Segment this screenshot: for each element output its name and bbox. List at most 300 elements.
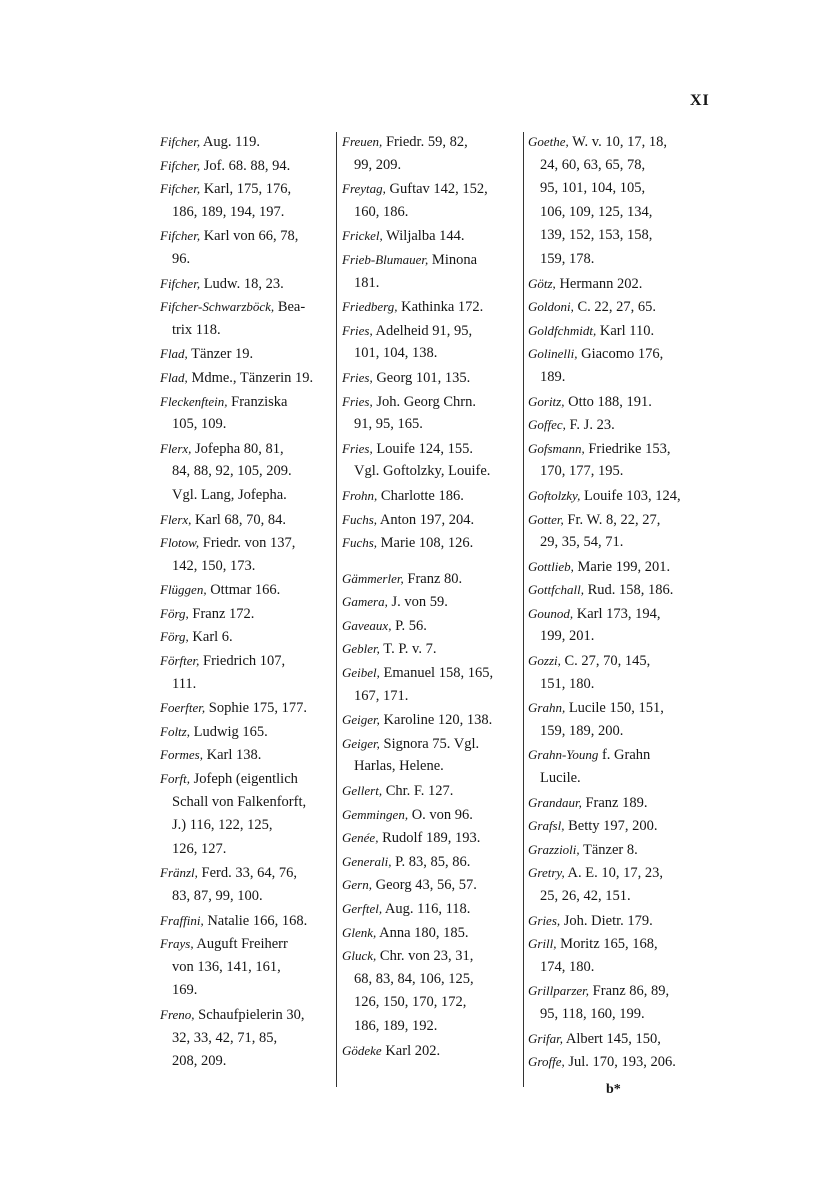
index-entry-line (160, 932, 332, 956)
index-entry-line (160, 460, 332, 484)
entry-text: Tänzer 8. (579, 841, 638, 858)
index-entry-line (160, 814, 332, 838)
index-entry-line (528, 791, 710, 815)
entry-text: Ludw. 18, 23. (200, 275, 284, 292)
entry-text: Friedr. 59, 82, (382, 134, 468, 150)
entry-text: 83, 87, 99, 100. (172, 888, 263, 904)
index-entry-line (342, 614, 522, 638)
index-entry-line (528, 177, 710, 201)
entry-text: Schaufpielerin 30, (194, 1006, 305, 1023)
entry-text: Franz 80. (403, 570, 463, 587)
entry-text: Karl 68, 70, 84. (191, 511, 287, 528)
entry-name: Freytag, (342, 181, 386, 197)
index-entry-line (342, 685, 522, 709)
index-entry-line (342, 803, 522, 827)
entry-name: Goritz, (528, 393, 565, 409)
index-entry-line (528, 413, 710, 437)
index-entry-line (528, 743, 710, 767)
index-entry-line (160, 484, 332, 508)
entry-name: Frohn, (342, 487, 378, 503)
index-entry-line (160, 224, 332, 248)
entry-text: A. E. 10, 17, 23, (564, 865, 663, 882)
index-entry-line (160, 720, 332, 744)
index-entry-line (528, 1050, 710, 1074)
entry-name: Flüggen, (160, 582, 207, 598)
index-entry-line (160, 508, 332, 532)
entry-text: 159, 189, 200. (540, 722, 624, 739)
entry-name: Geibel, (342, 665, 380, 681)
entry-text: Auguft Freiherr (193, 936, 288, 953)
entry-text: C. 27, 70, 145, (560, 653, 651, 670)
index-entry-line (342, 590, 522, 614)
entry-text: Betty 197, 200. (564, 818, 658, 835)
entry-text: Friedr. von 137, (199, 535, 296, 552)
entry-text: Jofepha 80, 81, (191, 440, 284, 457)
entry-name: Foltz, (160, 723, 190, 739)
index-entry-line (160, 578, 332, 602)
index-entry-line (342, 567, 522, 591)
index-entry-line (160, 767, 332, 791)
index-entry-line (342, 177, 522, 201)
entry-name: Genée, (342, 830, 379, 846)
index-entry-line (342, 921, 522, 945)
index-entry-line (342, 366, 522, 390)
entry-text: Friedrich 107, (199, 653, 286, 670)
index-entry-line (160, 838, 332, 862)
index-entry-line (342, 508, 522, 532)
entry-name: Fraffini, (160, 912, 204, 928)
index-entry-line (342, 897, 522, 921)
index-entry-line (528, 861, 710, 885)
entry-name: Gämmerler, (342, 570, 404, 586)
entry-text: Sophie 175, 177. (205, 700, 308, 717)
entry-name: Gern, (342, 877, 372, 893)
entry-name: Gries, (528, 912, 561, 928)
entry-text: Karoline 120, 138. (379, 712, 493, 729)
index-entry-line (528, 224, 710, 248)
entry-name: Fleckenftein, (160, 393, 228, 409)
entry-text: Adelheid 91, 95, (372, 322, 473, 339)
entry-name: Flerx, (160, 440, 192, 456)
entry-name: Glenk, (342, 924, 377, 940)
entry-text: F. J. 23. (565, 417, 615, 434)
index-entry-line (160, 1027, 332, 1051)
index-entry-line (528, 390, 710, 414)
entry-name: Fuchs, (342, 511, 378, 527)
entry-name: Goftolzky, (528, 487, 581, 503)
entry-text: 95, 101, 104, 105, (540, 180, 646, 197)
entry-name: Fries, (342, 393, 373, 409)
entry-text: Karl 6. (188, 629, 233, 646)
index-entry-line (342, 484, 522, 508)
entry-name: Grillparzer, (528, 983, 590, 999)
entry-name: Gounod, (528, 605, 574, 621)
index-entry-line (528, 1027, 710, 1051)
entry-text: Bea- (274, 299, 306, 316)
entry-text: Louife 103, 124, (580, 487, 681, 504)
entry-name: Friedberg, (342, 299, 398, 315)
entry-text: Kathinka 172. (397, 299, 484, 316)
entry-text: 186, 189, 194, 197. (172, 203, 285, 220)
index-entry-line (528, 932, 710, 956)
index-entry-line (342, 779, 522, 803)
index-entry-line (342, 661, 522, 685)
entry-name: Fifcher, (160, 228, 201, 244)
entry-name: Gotter, (528, 511, 564, 527)
entry-name: Fuchs, (342, 535, 378, 551)
entry-name: Gretry, (528, 865, 565, 881)
entry-text: 189. (540, 368, 566, 385)
entry-text: T. P. v. 7. (379, 641, 437, 658)
index-entry-line (160, 366, 332, 390)
entry-text: 91, 95, 165. (354, 416, 423, 433)
entry-text: Otto 188, 191. (564, 393, 652, 410)
index-entry-line (528, 201, 710, 225)
index-entry-line (528, 130, 710, 154)
entry-text: Mdme., Tänzerin 19. (187, 369, 314, 386)
entry-text: Georg 101, 135. (372, 369, 471, 386)
index-entry-line (528, 555, 710, 579)
index-entry-line (342, 319, 522, 343)
entry-name: Goethe, (528, 134, 569, 149)
index-entry-line (342, 342, 522, 366)
entry-text: Karl 173, 194, (573, 605, 661, 622)
index-entry-line (160, 743, 332, 767)
entry-name: Gödeke (342, 1042, 382, 1058)
index-entry-line (528, 342, 710, 366)
entry-text: 208, 209. (172, 1053, 227, 1070)
index-entry-line (528, 696, 710, 720)
entry-text: Friedrike 153, (584, 440, 671, 457)
index-entry-line (528, 602, 710, 626)
entry-text: Vgl. Lang, Jofepha. (172, 486, 287, 503)
entry-text: Anna 180, 185. (376, 924, 469, 941)
entry-name: Gofsmann, (528, 440, 585, 456)
entry-name: Flerx, (160, 511, 192, 527)
entry-name: Gluck, (342, 948, 377, 964)
entry-name: Grazzioli, (528, 841, 580, 857)
entry-text: 101, 104, 138. (354, 345, 438, 362)
entry-text: Lucile 150, 151, (565, 700, 664, 717)
entry-text: Ludwig 165. (189, 723, 268, 740)
index-entry-line (342, 1039, 522, 1063)
entry-text: 99, 209. (354, 156, 402, 173)
entry-text: Ottmar 166. (206, 582, 281, 599)
entry-text: 96. (172, 250, 191, 267)
entry-text: 174, 180. (540, 958, 595, 975)
entry-name: Goldfchmidt, (528, 322, 597, 338)
entry-text: Franz 86, 89, (589, 983, 670, 1000)
entry-text: 167, 171. (354, 687, 409, 704)
entry-text: 151, 180. (540, 675, 595, 692)
index-entry-line (342, 154, 522, 178)
entry-text: Marie 199, 201. (573, 558, 671, 575)
index-entry-line (528, 767, 710, 791)
index-entry-line (528, 460, 710, 484)
index-entry-line (342, 224, 522, 248)
entry-text: Rud. 158, 186. (583, 582, 674, 599)
entry-text: 106, 109, 125, 134, (540, 203, 653, 220)
index-entry-line (160, 909, 332, 933)
entry-text: Ferd. 33, 64, 76, (197, 865, 298, 882)
entry-name: Gemmingen, (342, 806, 409, 822)
entry-text: 105, 109. (172, 416, 227, 433)
entry-name: Flotow, (160, 535, 200, 551)
entry-text: Chr. von 23, 31, (376, 948, 474, 965)
entry-name: Grill, (528, 936, 557, 952)
entry-text: Jul. 170, 193, 206. (564, 1054, 676, 1071)
entry-name: Fränzl, (160, 865, 198, 881)
entry-text: Joh. Dietr. 179. (560, 912, 653, 929)
index-entry-line (160, 177, 332, 201)
entry-text: Jofeph (eigentlich (189, 771, 298, 788)
entry-text: trix 118. (172, 321, 221, 338)
entry-text: Tänzer 19. (187, 346, 254, 363)
entry-text: Karl 138. (202, 747, 262, 764)
index-entry-line (342, 944, 522, 968)
entry-text: 186, 189, 192. (354, 1017, 438, 1034)
entry-name: Grahn, (528, 700, 566, 716)
entry-name: Fifcher, (160, 181, 201, 197)
entry-name: Fifcher, (160, 275, 201, 291)
entry-text: 32, 33, 42, 71, 85, (172, 1029, 278, 1046)
index-entry-line (528, 531, 710, 555)
entry-name: Förg, (160, 629, 189, 645)
index-entry-line (342, 732, 522, 756)
entry-text: Karl 202. (381, 1042, 441, 1059)
entry-name: Grandaur, (528, 794, 582, 810)
index-entry-line (342, 531, 522, 555)
index-entry-line (160, 248, 332, 272)
index-entry-line (528, 673, 710, 697)
entry-text: Harlas, Helene. (354, 758, 444, 775)
entry-name: Flad, (160, 369, 188, 385)
entry-name: Goldoni, (528, 299, 574, 315)
entry-name: Goffec, (528, 417, 566, 433)
index-entry-line (342, 272, 522, 296)
entry-text: Guftav 142, 152, (385, 181, 488, 198)
entry-name: Frays, (160, 936, 194, 952)
entry-text: Anton 197, 204. (377, 511, 475, 528)
entry-name: Fries, (342, 322, 373, 338)
column-rule-2 (523, 132, 524, 1087)
index-entry-line (160, 649, 332, 673)
index-entry-line (160, 673, 332, 697)
entry-name: Flad, (160, 346, 188, 362)
entry-name: Grifar, (528, 1030, 564, 1046)
entry-text: 139, 152, 153, 158, (540, 227, 653, 244)
entry-text: P. 56. (391, 617, 427, 634)
entry-text: Giacomo 176, (577, 346, 664, 363)
index-entry-line (342, 850, 522, 874)
index-entry-line (160, 272, 332, 296)
entry-text: W. v. 10, 17, 18, (568, 134, 667, 150)
index-entry-line (528, 272, 710, 296)
entry-text: 68, 83, 84, 106, 125, (354, 970, 474, 987)
index-entry-line (342, 201, 522, 225)
index-entry-line (528, 508, 710, 532)
index-entry-line (528, 366, 710, 390)
index-entry-line (342, 991, 522, 1015)
entry-text: Vgl. Goftolzky, Louife. (354, 463, 491, 480)
entry-text: J. von 59. (387, 594, 448, 611)
index-entry-line (528, 909, 710, 933)
index-entry-line (342, 413, 522, 437)
entry-text: 111. (172, 675, 197, 692)
entry-text: 29, 35, 54, 71. (540, 534, 624, 551)
index-entry-line (528, 720, 710, 744)
entry-name: Förfter, (160, 653, 200, 669)
entry-text: Rudolf 189, 193. (378, 830, 481, 847)
index-entry-line (160, 413, 332, 437)
index-entry-line (342, 437, 522, 461)
entry-name: Frickel, (342, 228, 383, 244)
index-entry-line (160, 437, 332, 461)
entry-text: Lucile. (540, 770, 581, 787)
index-entry-line (160, 885, 332, 909)
index-entry-line (160, 791, 332, 815)
entry-text: Wiljalba 144. (382, 228, 465, 245)
entry-name: Förg, (160, 605, 189, 621)
entry-text: Aug. 116, 118. (382, 901, 471, 917)
entry-name: Frieb-Blumauer, (342, 251, 429, 267)
entry-text: Charlotte 186. (377, 487, 464, 504)
entry-text: 25, 26, 42, 151. (540, 888, 631, 904)
index-entry-line (342, 637, 522, 661)
entry-text: Georg 43, 56, 57. (371, 877, 477, 894)
index-entry-line (160, 625, 332, 649)
index-entry-line (528, 649, 710, 673)
entry-name: Gottfchall, (528, 582, 584, 598)
entry-name: Gamera, (342, 594, 388, 610)
entry-name: Gerftel, (342, 901, 383, 916)
entry-text: Aug. 119. (200, 134, 260, 150)
index-entry-line (160, 319, 332, 343)
index-entry-line (528, 248, 710, 272)
entry-text: 126, 127. (172, 840, 227, 857)
entry-name: Generali, (342, 853, 392, 869)
index-entry-line (342, 826, 522, 850)
index-entry-line (528, 625, 710, 649)
index-entry-line (160, 342, 332, 366)
entry-text: 84, 88, 92, 105, 209. (172, 463, 292, 480)
index-entry-line (528, 814, 710, 838)
index-entry-line (528, 1003, 710, 1027)
index-entry-line (160, 1050, 332, 1074)
entry-text: Franz 189. (581, 794, 648, 811)
index-entry-line (160, 154, 332, 178)
entry-text: 181. (354, 274, 380, 291)
index-entry-line (528, 956, 710, 980)
entry-text: 169. (172, 982, 198, 999)
entry-name: Groffe, (528, 1054, 565, 1070)
index-column-1 (160, 130, 332, 1074)
entry-name: Grahn-Young (528, 747, 599, 763)
entry-name: Gebler, (342, 641, 380, 657)
entry-name: Fifcher, (160, 134, 201, 149)
index-entry-line (528, 578, 710, 602)
entry-text: Moritz 165, 168, (556, 936, 658, 953)
index-entry-line (160, 555, 332, 579)
index-entry-line (528, 979, 710, 1003)
index-entry-line (342, 968, 522, 992)
entry-text: f. Grahn (598, 747, 651, 764)
index-entry-line (342, 390, 522, 414)
index-entry-line (342, 248, 522, 272)
index-column-2 (342, 130, 522, 1062)
index-entry-line (160, 979, 332, 1003)
index-entry-line (160, 696, 332, 720)
index-entry-line (528, 885, 710, 909)
entry-name: Götz, (528, 275, 556, 291)
index-entry-line (342, 130, 522, 154)
column-rule-1 (336, 132, 337, 1087)
index-entry-line (342, 1015, 522, 1039)
index-entry-line (160, 531, 332, 555)
index-entry-line (528, 295, 710, 319)
entry-text: Schall von Falkenforft, (172, 793, 307, 810)
entry-text: Signora 75. Vgl. (379, 735, 480, 752)
entry-name: Fries, (342, 440, 373, 456)
index-entry-line (342, 755, 522, 779)
entry-text: J.) 116, 122, 125, (172, 817, 273, 834)
index-entry-line (528, 319, 710, 343)
index-entry-line (160, 201, 332, 225)
entry-text: Albert 145, 150, (563, 1030, 661, 1047)
signature-mark: b* (606, 1082, 621, 1097)
index-entry-line (160, 130, 332, 154)
index-entry-line (160, 390, 332, 414)
index-entry-line (342, 873, 522, 897)
entry-text: Joh. Georg Chrn. (372, 393, 476, 410)
entry-text: 159, 178. (540, 250, 595, 267)
entry-name: Fries, (342, 369, 373, 385)
index-entry-line (528, 154, 710, 178)
entry-text: P. 83, 85, 86. (391, 853, 471, 870)
entry-name: Foerfter, (160, 700, 206, 716)
entry-name: Gellert, (342, 783, 383, 799)
entry-text: 199, 201. (540, 628, 595, 645)
index-entry-line (160, 956, 332, 980)
entry-text: Marie 108, 126. (377, 535, 474, 552)
entry-name: Fifcher-Schwarzböck, (160, 299, 275, 315)
entry-name: Geiger, (342, 735, 380, 751)
entry-name: Geiger, (342, 712, 380, 728)
entry-text: Emanuel 158, 165, (379, 665, 494, 682)
entry-text: Hermann 202. (555, 275, 643, 292)
entry-name: Gottlieb, (528, 558, 574, 574)
entry-text: Natalie 166, 168. (203, 912, 308, 929)
entry-text: 142, 150, 173. (172, 557, 256, 574)
entry-text: von 136, 141, 161, (172, 958, 281, 975)
index-entry-line (160, 1003, 332, 1027)
entry-text: 126, 150, 170, 172, (354, 994, 467, 1011)
entry-text: Jof. 68. 88, 94. (200, 157, 291, 174)
index-entry-line (528, 484, 710, 508)
index-entry-line (342, 708, 522, 732)
entry-text: O. von 96. (408, 806, 473, 823)
entry-text: C. 22, 27, 65. (573, 299, 657, 316)
entry-text: Minona (428, 251, 478, 268)
entry-name: Golinelli, (528, 346, 578, 362)
entry-text: Karl, 175, 176, (200, 181, 292, 198)
index-entry-line (160, 295, 332, 319)
entry-text: Franziska (227, 393, 288, 410)
index-entry-line (342, 460, 522, 484)
index-entry-line (160, 861, 332, 885)
entry-text: Louife 124, 155. (372, 440, 473, 457)
entry-name: Gaveaux, (342, 617, 392, 633)
